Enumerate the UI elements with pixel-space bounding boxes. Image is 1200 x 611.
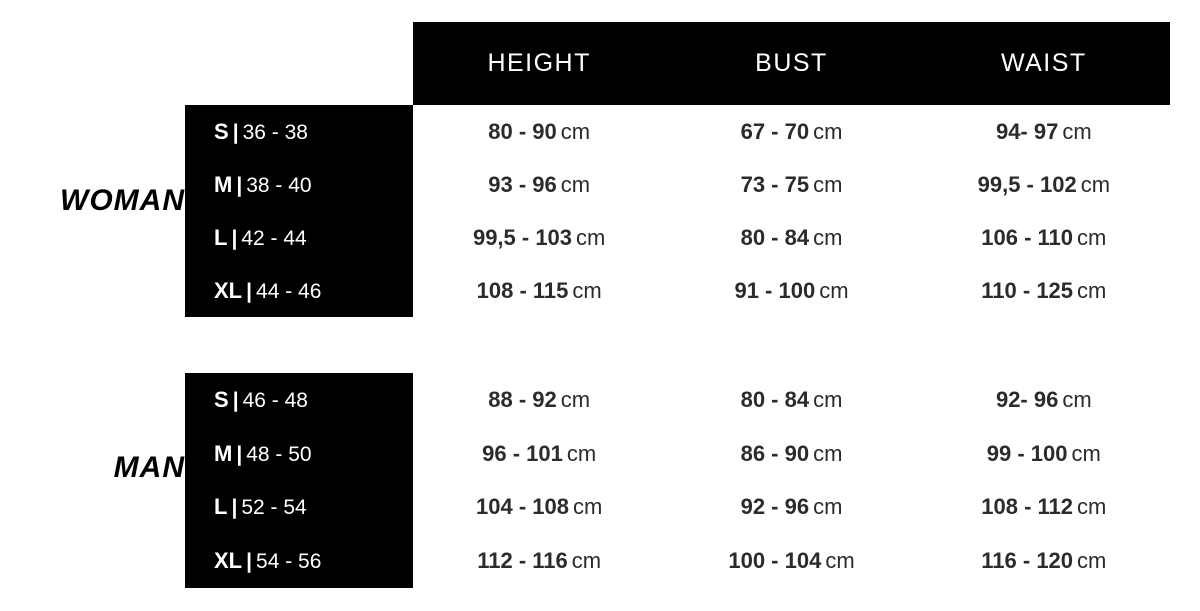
waist-value: 108 - 112 [981, 494, 1074, 520]
bust-value: 86 - 90 [740, 440, 810, 466]
cell-waist [918, 441, 1170, 467]
cell-height [413, 548, 665, 574]
cell-size [185, 172, 413, 198]
cell-bust [665, 494, 917, 520]
cell-size [185, 387, 413, 413]
height-value: 96 - 101 [482, 440, 563, 466]
cell-size [185, 278, 413, 304]
bust-value: 91 - 100 [734, 277, 816, 303]
unit-label: cm [813, 171, 843, 197]
column-header-waist: WAIST [1000, 49, 1087, 77]
table-row [185, 481, 1170, 535]
cell-bust [665, 278, 917, 304]
unit-label: cm [566, 440, 597, 466]
unit-label: cm [1062, 118, 1092, 144]
cell-bust [665, 441, 917, 467]
cell-waist [918, 548, 1170, 574]
waist-value: 99,5 - 102 [977, 171, 1077, 197]
size-separator: | [231, 226, 238, 250]
column-header-bust: BUST [755, 49, 828, 77]
size-range: 36 - 38 [242, 120, 308, 144]
unit-label: cm [813, 494, 843, 520]
size-range: 52 - 54 [241, 496, 307, 520]
waist-value: 110 - 125 [981, 277, 1074, 303]
column-header-height: HEIGHT [487, 49, 591, 77]
bust-value: 80 - 84 [740, 224, 810, 250]
waist-value: 94- 97 [995, 118, 1059, 144]
rows-woman [185, 105, 1170, 317]
table-row [185, 534, 1170, 588]
cell-size [185, 119, 413, 145]
cell-height [413, 278, 665, 304]
bust-value: 67 - 70 [740, 118, 810, 144]
size-separator: | [231, 496, 238, 520]
cell-height [413, 441, 665, 467]
cell-size [185, 494, 413, 520]
size-label: S [214, 386, 229, 412]
cell-waist [918, 494, 1170, 520]
unit-label: cm [1080, 171, 1111, 197]
size-range: 48 - 50 [246, 442, 312, 466]
group-man [0, 373, 1200, 588]
waist-value: 116 - 120 [981, 548, 1074, 574]
cell-size [185, 225, 413, 251]
cell-size [185, 548, 413, 574]
height-value: 112 - 116 [477, 548, 568, 574]
size-label: L [214, 494, 228, 520]
cell-waist [918, 278, 1170, 304]
unit-label: cm [560, 118, 591, 144]
table-row [185, 105, 1170, 158]
unit-label: cm [813, 386, 843, 412]
cell-size [185, 441, 413, 467]
size-range: 46 - 48 [242, 388, 308, 412]
unit-label: cm [1062, 386, 1092, 412]
size-label: XL [214, 277, 243, 303]
group-woman [0, 105, 1200, 317]
height-value: 104 - 108 [476, 494, 569, 520]
cell-waist [918, 225, 1170, 251]
size-range: 38 - 40 [246, 173, 312, 197]
cell-height [413, 494, 665, 520]
cell-waist [918, 387, 1170, 413]
rows-man [185, 373, 1170, 588]
cell-bust [665, 119, 917, 145]
table-row [185, 158, 1170, 211]
bust-value: 80 - 84 [740, 386, 810, 412]
size-label: S [214, 118, 229, 144]
size-label: L [214, 224, 228, 250]
unit-label: cm [813, 224, 843, 250]
waist-value: 99 - 100 [986, 440, 1068, 466]
unit-label: cm [576, 224, 606, 250]
size-label: XL [214, 548, 243, 574]
cell-bust [665, 548, 917, 574]
unit-label: cm [825, 548, 855, 574]
cell-waist [918, 119, 1170, 145]
cell-height [413, 225, 665, 251]
height-value: 93 - 96 [488, 171, 557, 197]
waist-value: 92- 96 [995, 386, 1059, 412]
unit-label: cm [1071, 440, 1101, 466]
cell-height [413, 119, 665, 145]
unit-label: cm [571, 548, 602, 574]
height-value: 80 - 90 [488, 118, 557, 144]
table-header-band [413, 22, 1170, 105]
unit-label: cm [1077, 277, 1107, 303]
unit-label: cm [1077, 548, 1107, 574]
waist-value: 106 - 110 [981, 224, 1074, 250]
size-separator: | [232, 120, 239, 144]
size-label: M [214, 440, 233, 466]
height-value: 88 - 92 [488, 386, 557, 412]
size-separator: | [246, 550, 253, 574]
unit-label: cm [819, 277, 849, 303]
cell-height [413, 387, 665, 413]
cell-waist [918, 172, 1170, 198]
size-range: 42 - 44 [241, 226, 307, 250]
unit-label: cm [1077, 224, 1107, 250]
unit-label: cm [560, 171, 591, 197]
unit-label: cm [560, 386, 591, 412]
height-value: 108 - 115 [476, 277, 569, 303]
size-separator: | [232, 388, 239, 412]
group-label-woman: WOMAN [60, 184, 185, 217]
unit-label: cm [813, 440, 843, 466]
size-separator: | [236, 173, 243, 197]
cell-height [413, 172, 665, 198]
table-row [185, 373, 1170, 427]
size-label: M [214, 171, 233, 197]
unit-label: cm [572, 277, 602, 303]
size-range: 54 - 56 [256, 550, 322, 574]
cell-bust [665, 172, 917, 198]
height-value: 99,5 - 103 [472, 224, 573, 250]
bust-value: 100 - 104 [728, 548, 822, 574]
group-label-man: MAN [113, 451, 185, 484]
table-row [185, 427, 1170, 481]
table-row [185, 264, 1170, 317]
bust-value: 73 - 75 [740, 171, 810, 197]
unit-label: cm [572, 494, 603, 520]
size-range: 44 - 46 [256, 279, 322, 303]
unit-label: cm [1077, 494, 1107, 520]
bust-value: 92 - 96 [740, 494, 810, 520]
cell-bust [665, 387, 917, 413]
size-separator: | [236, 442, 243, 466]
size-separator: | [246, 279, 253, 303]
table-row [185, 211, 1170, 264]
unit-label: cm [813, 118, 843, 144]
cell-bust [665, 225, 917, 251]
